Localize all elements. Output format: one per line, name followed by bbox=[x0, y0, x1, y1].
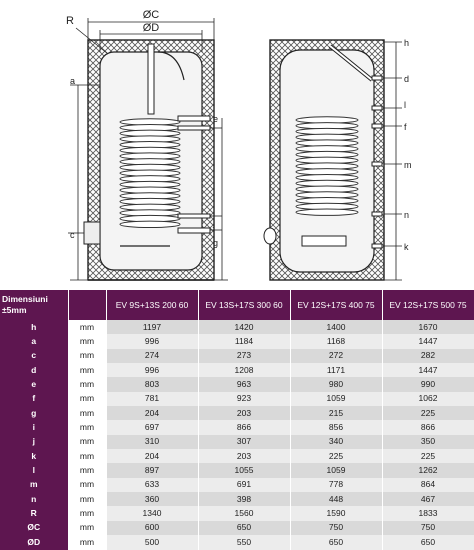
label-k: k bbox=[404, 242, 409, 252]
row-value: 1062 bbox=[382, 392, 474, 406]
row-value: 781 bbox=[106, 392, 198, 406]
row-unit: mm bbox=[68, 492, 106, 506]
label-f: f bbox=[404, 122, 407, 132]
row-label: h bbox=[0, 320, 68, 334]
row-value: 448 bbox=[290, 492, 382, 506]
label-g: g bbox=[213, 238, 219, 248]
table-header-row bbox=[0, 290, 474, 320]
right-tank-coil bbox=[296, 117, 358, 216]
row-value: 1670 bbox=[382, 320, 474, 334]
table-row bbox=[0, 392, 474, 406]
row-value: 1184 bbox=[198, 334, 290, 348]
row-label: l bbox=[0, 463, 68, 477]
right-tank-front bbox=[264, 40, 384, 280]
table-row bbox=[0, 535, 474, 549]
table-row bbox=[0, 349, 474, 363]
row-label: ØC bbox=[0, 521, 68, 535]
table-row bbox=[0, 506, 474, 520]
table-row bbox=[0, 334, 474, 348]
row-label: f bbox=[0, 392, 68, 406]
left-tank-section bbox=[84, 40, 214, 280]
row-label: g bbox=[0, 406, 68, 420]
row-unit: mm bbox=[68, 320, 106, 334]
unit-header bbox=[68, 290, 106, 320]
row-unit: mm bbox=[68, 506, 106, 520]
row-value: 691 bbox=[198, 478, 290, 492]
row-value: 203 bbox=[198, 406, 290, 420]
row-value: 273 bbox=[198, 349, 290, 363]
row-value: 1055 bbox=[198, 463, 290, 477]
row-unit: mm bbox=[68, 521, 106, 535]
label-d: d bbox=[404, 74, 410, 84]
row-value: 803 bbox=[106, 377, 198, 391]
model-header: EV 12S+17S 500 75 bbox=[382, 290, 474, 320]
row-label: c bbox=[0, 349, 68, 363]
left-tank-flange bbox=[84, 222, 100, 244]
row-value: 282 bbox=[382, 349, 474, 363]
row-value: 633 bbox=[106, 478, 198, 492]
row-unit: mm bbox=[68, 463, 106, 477]
row-unit: mm bbox=[68, 392, 106, 406]
table-row bbox=[0, 420, 474, 434]
row-value: 897 bbox=[106, 463, 198, 477]
label-e: e bbox=[213, 114, 219, 124]
row-value: 1447 bbox=[382, 363, 474, 377]
model-header: EV 12S+17S 400 75 bbox=[290, 290, 382, 320]
table-row bbox=[0, 463, 474, 477]
row-value: 996 bbox=[106, 334, 198, 348]
row-value: 866 bbox=[198, 420, 290, 434]
row-label: j bbox=[0, 435, 68, 449]
row-value: 1059 bbox=[290, 463, 382, 477]
row-label: R bbox=[0, 506, 68, 520]
row-value: 600 bbox=[106, 521, 198, 535]
row-value: 990 bbox=[382, 377, 474, 391]
row-value: 750 bbox=[290, 521, 382, 535]
corner-header: Dimensiuni ±5mm bbox=[0, 290, 68, 320]
label-j: j bbox=[213, 218, 215, 228]
row-value: 225 bbox=[382, 406, 474, 420]
row-label: i bbox=[0, 420, 68, 434]
label-i: i bbox=[213, 128, 215, 138]
row-value: 225 bbox=[290, 449, 382, 463]
row-label: ØD bbox=[0, 535, 68, 549]
table-row bbox=[0, 492, 474, 506]
row-value: 274 bbox=[106, 349, 198, 363]
row-value: 980 bbox=[290, 377, 382, 391]
row-value: 1208 bbox=[198, 363, 290, 377]
table-row bbox=[0, 377, 474, 391]
row-unit: mm bbox=[68, 535, 106, 549]
row-label: a bbox=[0, 334, 68, 348]
row-unit: mm bbox=[68, 363, 106, 377]
row-value: 923 bbox=[198, 392, 290, 406]
dim-inner-label: ØD bbox=[142, 22, 160, 34]
coil-turn bbox=[296, 209, 358, 215]
label-m: m bbox=[404, 160, 412, 170]
row-value: 340 bbox=[290, 435, 382, 449]
row-value: 963 bbox=[198, 377, 290, 391]
row-unit: mm bbox=[68, 420, 106, 434]
row-value: 350 bbox=[382, 435, 474, 449]
row-value: 864 bbox=[382, 478, 474, 492]
row-value: 1560 bbox=[198, 506, 290, 520]
coil-turn bbox=[120, 221, 180, 227]
row-value: 203 bbox=[198, 449, 290, 463]
row-value: 856 bbox=[290, 420, 382, 434]
label-a: a bbox=[70, 76, 76, 86]
row-value: 1447 bbox=[382, 334, 474, 348]
row-value: 1420 bbox=[198, 320, 290, 334]
row-value: 204 bbox=[106, 406, 198, 420]
row-unit: mm bbox=[68, 478, 106, 492]
row-value: 750 bbox=[382, 521, 474, 535]
row-value: 1340 bbox=[106, 506, 198, 520]
row-value: 1590 bbox=[290, 506, 382, 520]
row-value: 550 bbox=[198, 535, 290, 549]
right-dimensions bbox=[384, 42, 402, 280]
row-value: 866 bbox=[382, 420, 474, 434]
row-value: 1171 bbox=[290, 363, 382, 377]
row-value: 650 bbox=[382, 535, 474, 549]
label-c: c bbox=[70, 230, 75, 240]
row-unit: mm bbox=[68, 406, 106, 420]
row-label: d bbox=[0, 363, 68, 377]
row-value: 500 bbox=[106, 535, 198, 549]
row-unit: mm bbox=[68, 349, 106, 363]
row-unit: mm bbox=[68, 435, 106, 449]
row-value: 310 bbox=[106, 435, 198, 449]
row-value: 650 bbox=[198, 521, 290, 535]
table-row bbox=[0, 406, 474, 420]
table-row bbox=[0, 478, 474, 492]
row-value: 398 bbox=[198, 492, 290, 506]
dimensions-table bbox=[0, 290, 474, 550]
row-value: 1197 bbox=[106, 320, 198, 334]
row-value: 1400 bbox=[290, 320, 382, 334]
row-value: 650 bbox=[290, 535, 382, 549]
row-label: e bbox=[0, 377, 68, 391]
model-header: EV 13S+17S 300 60 bbox=[198, 290, 290, 320]
radius-label: R bbox=[66, 15, 74, 27]
left-tank-coil bbox=[120, 119, 180, 228]
table-row bbox=[0, 363, 474, 377]
row-value: 360 bbox=[106, 492, 198, 506]
row-label: k bbox=[0, 449, 68, 463]
row-value: 1262 bbox=[382, 463, 474, 477]
row-value: 1059 bbox=[290, 392, 382, 406]
row-value: 996 bbox=[106, 363, 198, 377]
row-value: 215 bbox=[290, 406, 382, 420]
table-row bbox=[0, 320, 474, 334]
row-value: 1833 bbox=[382, 506, 474, 520]
row-value: 225 bbox=[382, 449, 474, 463]
right-dimension-labels bbox=[404, 38, 412, 252]
row-label: n bbox=[0, 492, 68, 506]
row-unit: mm bbox=[68, 334, 106, 348]
table-row bbox=[0, 435, 474, 449]
row-unit: mm bbox=[68, 449, 106, 463]
label-h: h bbox=[404, 38, 410, 48]
row-value: 204 bbox=[106, 449, 198, 463]
label-l: l bbox=[404, 100, 406, 110]
row-value: 307 bbox=[198, 435, 290, 449]
model-header: EV 9S+13S 200 60 bbox=[106, 290, 198, 320]
row-value: 778 bbox=[290, 478, 382, 492]
row-value: 272 bbox=[290, 349, 382, 363]
row-value: 1168 bbox=[290, 334, 382, 348]
row-value: 467 bbox=[382, 492, 474, 506]
label-n: n bbox=[404, 210, 410, 220]
row-value: 697 bbox=[106, 420, 198, 434]
table-row bbox=[0, 521, 474, 535]
row-unit: mm bbox=[68, 377, 106, 391]
row-label: m bbox=[0, 478, 68, 492]
table-row bbox=[0, 449, 474, 463]
dim-outer-label: ØC bbox=[142, 9, 160, 21]
